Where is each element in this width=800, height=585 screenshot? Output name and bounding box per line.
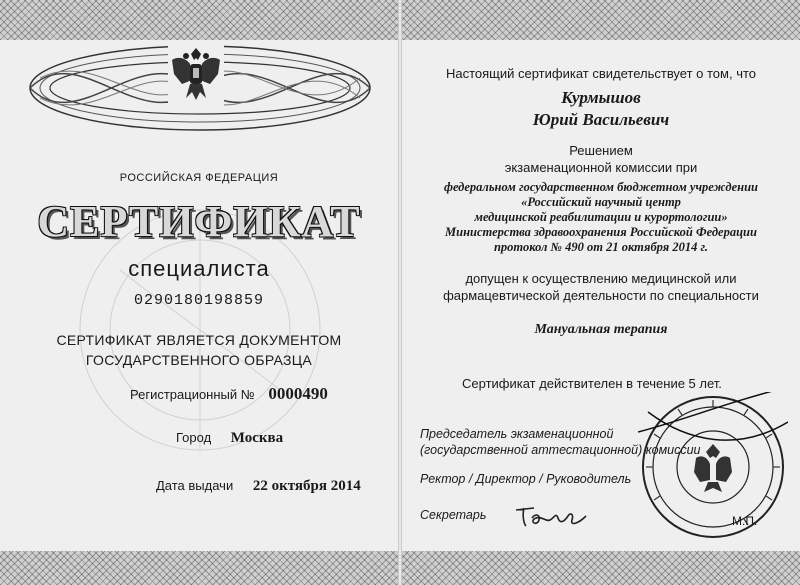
issue-date-field: [156, 478, 361, 495]
validity-text: Сертификат действителен в течение 5 лет.: [462, 376, 722, 391]
certificate-title: СЕРТИФИКАТ: [37, 197, 361, 246]
secretary-signature-icon: [512, 496, 592, 532]
serial-number: 0290180198859: [133, 292, 265, 309]
decision-line-1: Решением: [569, 143, 633, 158]
left-page: [0, 0, 398, 585]
institution-line-4: Министерства здравоохранения Российской Федерации: [445, 225, 757, 239]
admission-line-1: допущен к осуществлению медицинской или: [465, 271, 737, 286]
registration-field: [130, 384, 328, 404]
registration-label: Регистрационный №: [130, 387, 255, 402]
country-label: РОССИЙСКАЯ ФЕДЕРАЦИЯ: [119, 172, 279, 184]
admission-line-2: фармацевтической деятельности по специальности: [443, 288, 759, 303]
specialty-value: Мануальная терапия: [534, 322, 668, 337]
intro-text: Настоящий сертификат свидетельствует о том, что: [445, 66, 757, 81]
issue-date-value: 22 октября 2014: [252, 478, 361, 494]
chair-line-2: (государственной аттестационной) комиссии: [420, 443, 701, 457]
stamp-place-label: М.П.: [732, 514, 758, 528]
official-seal-stamp-icon: [638, 392, 788, 542]
institution-line-1: федеральном государственном бюджетном учреждении: [444, 180, 758, 194]
statement-line-2: ГОСУДАРСТВЕННОГО ОБРАЗЦА: [85, 352, 313, 368]
institution-line-3: медицинской реабилитации и курортологии»: [474, 210, 728, 224]
registration-number: 0000490: [268, 384, 328, 403]
holder-given-name: Юрий Васильевич: [532, 110, 670, 129]
certificate-subtitle: специалиста: [128, 256, 270, 281]
secretary-label: Секретарь: [420, 508, 487, 522]
holder-surname: Курмышов: [561, 88, 641, 107]
double-headed-eagle-emblem-icon: [168, 40, 224, 106]
chair-line-1: Председатель экзаменационной: [420, 427, 614, 441]
city-value: Москва: [230, 430, 284, 446]
institution-block: [402, 180, 800, 255]
city-field: [176, 430, 283, 447]
statement-line-1: СЕРТИФИКАТ ЯВЛЯЕТСЯ ДОКУМЕНТОМ: [56, 332, 342, 348]
rector-label: Ректор / Директор / Руководитель: [420, 472, 632, 486]
issue-date-label: Дата выдачи: [156, 478, 234, 493]
official-statement: [0, 330, 398, 370]
decision-line-2: экзаменационной комиссии при: [504, 160, 698, 175]
decision-text: [402, 142, 800, 176]
protocol-line: протокол № 490 от 21 октября 2014 г.: [493, 240, 709, 254]
institution-line-2: «Российский научный центр: [521, 195, 681, 209]
city-label: Город: [176, 430, 212, 445]
admission-text: [402, 270, 800, 304]
right-page: [402, 0, 800, 585]
